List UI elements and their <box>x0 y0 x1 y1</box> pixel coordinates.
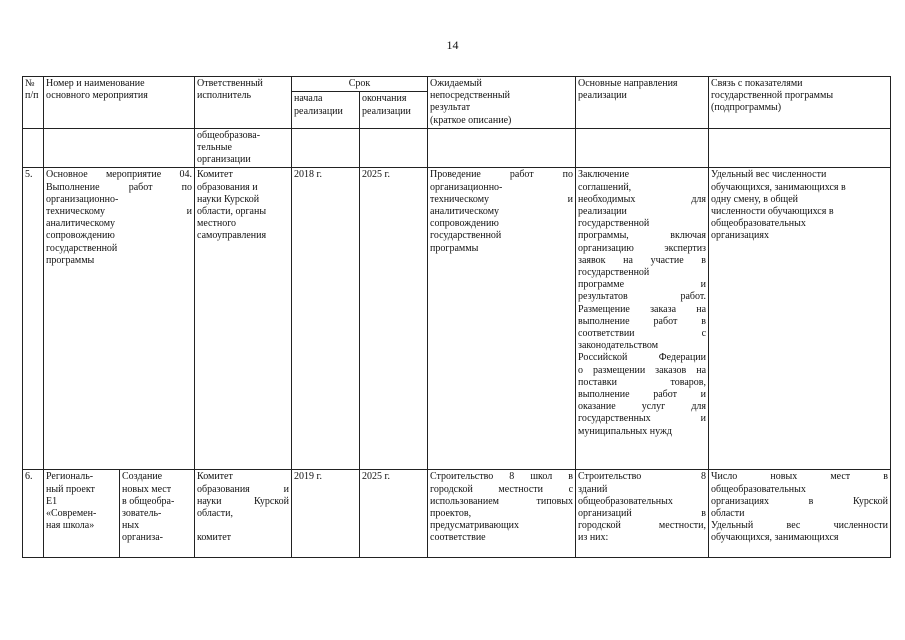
header-directions: Основные направления реализации <box>576 77 709 129</box>
cell-responsible: Комитет образования и науки Курской области, органы местного самоуправления <box>195 168 292 470</box>
header-num: № п/п <box>23 77 44 129</box>
cell-start: 2018 г. <box>292 168 360 470</box>
cell-result: Строительство 8 школ в городской местности с использованием типовых проектов, предусматривающих соответствие <box>428 470 576 558</box>
cell-end <box>360 128 428 168</box>
cell-start <box>292 128 360 168</box>
cell-num: 5. <box>23 168 44 470</box>
table-header-row <box>23 77 891 92</box>
cell-directions <box>576 128 709 168</box>
cell-link: Удельный вес численности обучающихся, занимающихся в одну смену, в общей численности обучающихся в общеобразовательных организациях <box>709 168 891 470</box>
header-term-end: окончания реализации <box>360 92 428 128</box>
cell-link: Число новых мест в общеобразовательных организациях в Курской области Удельный вес численности обучающихся, занимающихся <box>709 470 891 558</box>
table-row <box>23 168 891 470</box>
cell-responsible: общеобразова- тельные организации <box>195 128 292 168</box>
cell-num <box>23 128 44 168</box>
cell-project: Региональ- ный проект Е1 «Современ- ная школа» <box>44 470 120 558</box>
header-term: Срок <box>292 77 428 92</box>
cell-num: 6. <box>23 470 44 558</box>
table-row <box>23 128 891 168</box>
page-number: 14 <box>446 38 459 52</box>
cell-end: 2025 г. <box>360 470 428 558</box>
cell-directions: Заключение соглашений, необходимых для реализации государственной программы, включая организацию экспертиз заявок на участие в государственной программе и результатов работ. Размещение заказа на выполнение работ в соответствии с законодательством Российской Федерации о размещении заказов на поставки товаров, выполнение работ и оказание услуг для государственных и муниципальных нужд <box>576 168 709 470</box>
header-responsible: Ответственный исполнитель <box>195 77 292 129</box>
measures-table <box>22 76 891 558</box>
cell-directions: Строительство 8 зданий общеобразовательных организаций в городской местности, из них: <box>576 470 709 558</box>
cell-responsible: Комитет образования и науки Курской области, комитет <box>195 470 292 558</box>
cell-link <box>709 128 891 168</box>
cell-project-task: Создание новых мест в общеобра- зователь- ных организа- <box>120 470 195 558</box>
header-term-start: начала реализации <box>292 92 360 128</box>
cell-name: Основное мероприятие 04. Выполнение работ по организационно- техническому и аналитическому сопровождению государственной программы <box>44 168 195 470</box>
table-row <box>23 470 891 558</box>
cell-name <box>44 128 195 168</box>
cell-result <box>428 128 576 168</box>
header-result: Ожидаемый непосредственный результат (краткое описание) <box>428 77 576 129</box>
header-name: Номер и наименование основного мероприятия <box>44 77 195 129</box>
cell-result: Проведение работ по организационно- техническому и аналитическому сопровождению государственной программы <box>428 168 576 470</box>
cell-start: 2019 г. <box>292 470 360 558</box>
cell-end: 2025 г. <box>360 168 428 470</box>
header-link: Связь с показателями государственной программы (подпрограммы) <box>709 77 891 129</box>
